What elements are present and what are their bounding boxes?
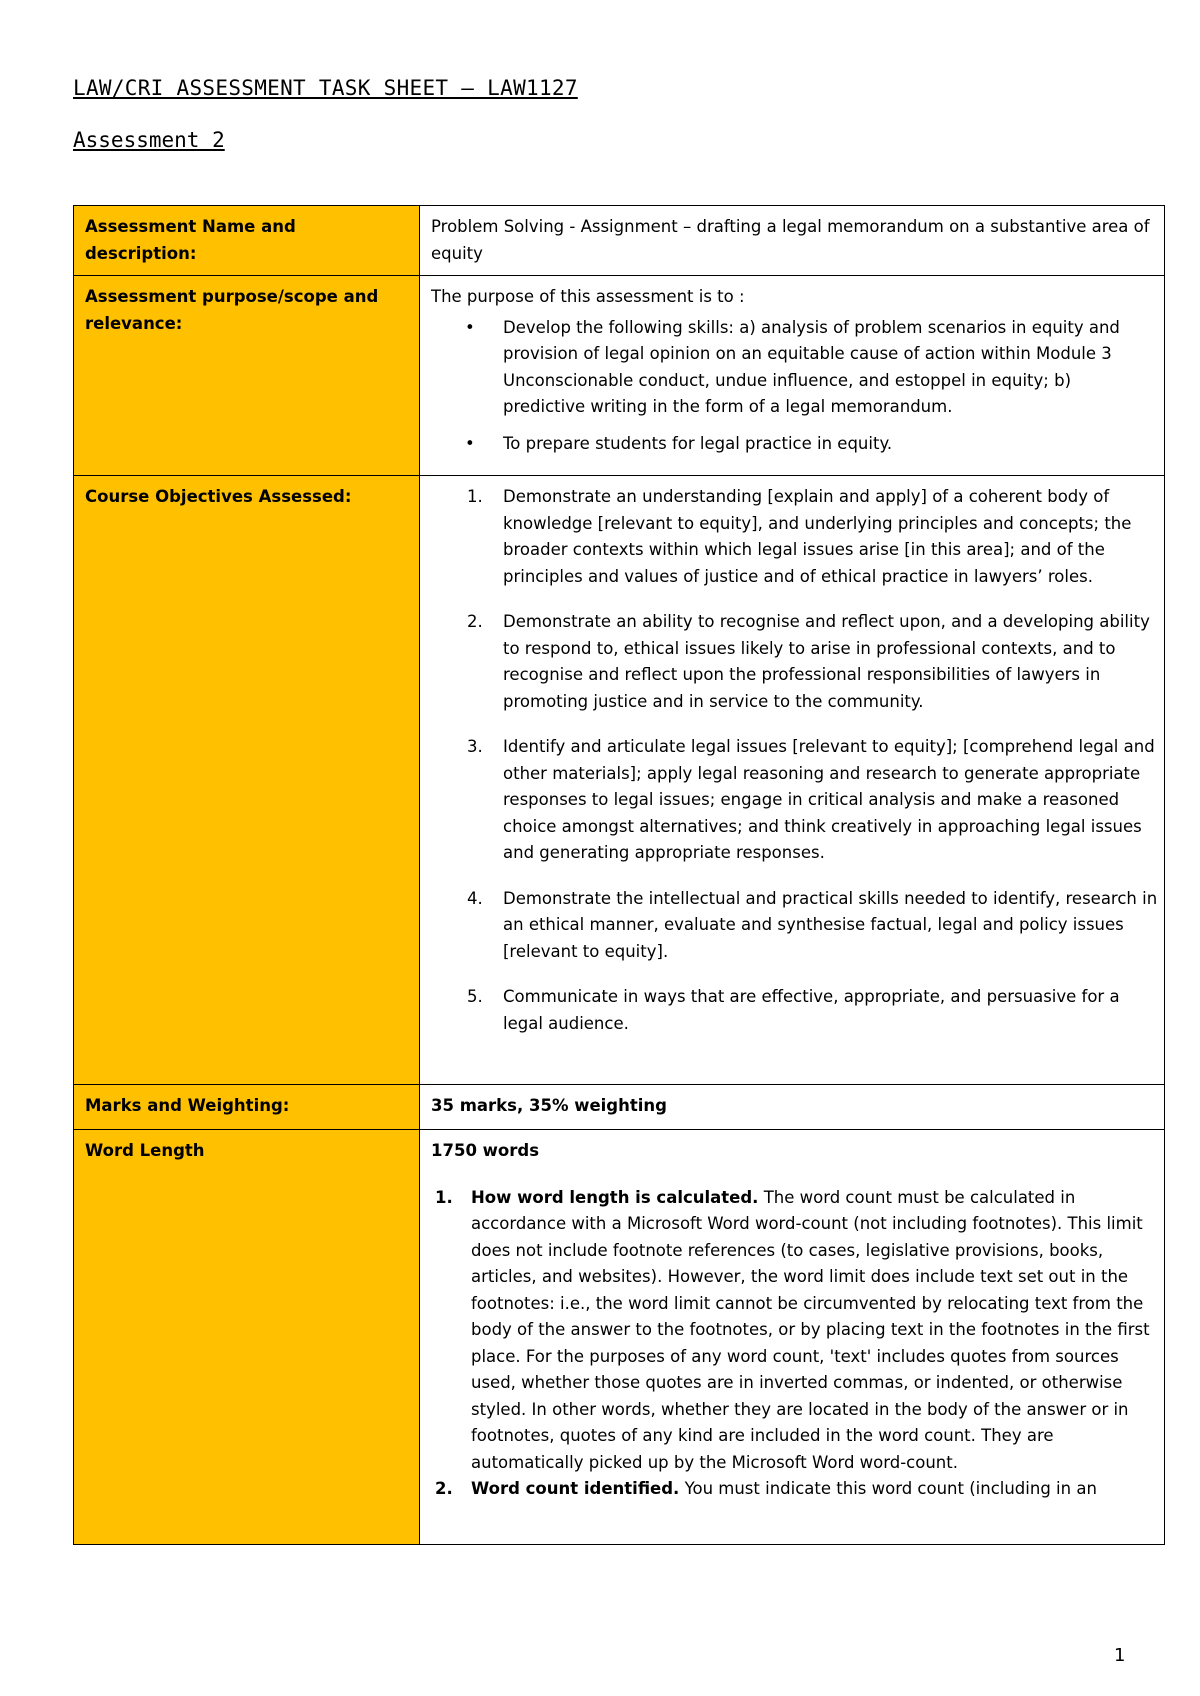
table-row <box>74 276 1165 476</box>
list-item: • Develop the following skills: a) analysis of problem scenarios in equity and provision of legal opinion on an equitable cause of action within Module 3 Unconscionable conduct, undue influence, and estoppel in equity; b) predictive writing in the form of a legal memorandum. <box>503 315 1158 421</box>
item-number: 2. <box>435 1479 453 1498</box>
item-number: 1. <box>467 487 483 506</box>
item-text: Demonstrate an understanding [explain and apply] of a coherent body of knowledge [relevant to equity], and underlying principles and concepts; the broader contexts within which legal issues arise [in this area]; and of the principles and values of justice and of ethical practice in lawyers’ roles. <box>503 487 1132 586</box>
item-number: 4. <box>467 888 483 908</box>
item-heading: How word length is calculated. <box>471 1187 759 1207</box>
item-text: Demonstrate the intellectual and practical skills needed to identify, research in an ethical manner, evaluate and synthesise factual, legal and policy issues [relevant to equity]. <box>503 888 1158 961</box>
list-item <box>467 609 1158 715</box>
row-label-marks: Marks and Weighting: <box>74 1085 420 1130</box>
item-text: Communicate in ways that are effective, appropriate, and persuasive for a legal audience. <box>503 987 1120 1033</box>
item-number: 1. <box>435 1187 453 1207</box>
row-value-assessment-name: Problem Solving - Assignment – drafting a legal memorandum on a substantive area of equity <box>420 206 1165 276</box>
item-number: 2. <box>467 612 483 631</box>
table-row <box>74 1130 1165 1545</box>
assessment-task-table <box>73 205 1165 1545</box>
objectives-list <box>431 484 1158 1037</box>
list-item <box>467 734 1158 867</box>
page-number: 1 <box>1114 1645 1126 1666</box>
row-value-marks: 35 marks, 35% weighting <box>420 1085 1165 1130</box>
row-label-purpose: Assessment purpose/scope and relevance: <box>74 276 420 476</box>
list-item <box>467 484 1158 590</box>
item-text: You must indicate this word count (including in an <box>679 1479 1097 1498</box>
item-text: Demonstrate an ability to recognise and reflect upon, and a developing ability to respond to, ethical issues likely to arise in professional contexts, and to recognise and reflect upon the professional responsibilities of lawyers in promoting justice and in service to the community. <box>503 612 1150 711</box>
purpose-intro: The purpose of this assessment is to : <box>431 287 745 306</box>
row-value-objectives <box>420 476 1165 1085</box>
table-row <box>74 476 1165 1085</box>
list-item <box>435 1185 1158 1477</box>
row-value-word-length <box>420 1130 1165 1545</box>
row-value-purpose <box>420 276 1165 476</box>
item-heading: Word count identified. <box>471 1479 680 1498</box>
list-item: • To prepare students for legal practice in equity. <box>503 431 1158 458</box>
word-length-list <box>431 1185 1158 1503</box>
page-title: LAW/CRI ASSESSMENT TASK SHEET – LAW1127 <box>73 76 578 100</box>
row-label-word-length: Word Length <box>74 1130 420 1545</box>
row-label-objectives: Course Objectives Assessed: <box>74 476 420 1085</box>
purpose-bullet-list <box>431 315 1158 458</box>
list-item <box>467 984 1158 1037</box>
item-number: 3. <box>467 737 483 756</box>
table-row <box>74 206 1165 276</box>
list-item <box>435 1476 1158 1503</box>
word-length-value: 1750 words <box>431 1141 540 1160</box>
item-text: The word count must be calculated in accordance with a Microsoft Word word-count (not including footnotes). This limit does not include footnote references (to cases, legislative provisions, books, articles, and websites). However, the word limit does include text set out in the footnotes: i.e., the word limit cannot be circumvented by relocating text from the body of the answer to the footnotes, or by placing text in the footnotes in the first place. For the purposes of any word count, 'text' includes quotes from sources used, whether those quotes are in inverted commas, or indented, or otherwise styled. In other words, whether they are located in the body of the answer or in footnotes, quotes of any kind are included in the word count. They are automatically picked up by the Microsoft Word word-count. <box>471 1187 1150 1472</box>
list-item <box>467 886 1158 966</box>
row-label-assessment-name: Assessment Name and description: <box>74 206 420 276</box>
assessment-subtitle: Assessment 2 <box>73 128 225 152</box>
item-number: 5. <box>467 987 483 1006</box>
item-text: Identify and articulate legal issues [relevant to equity]; [comprehend legal and other materials]; apply legal reasoning and research to generate appropriate responses to legal issues; engage in critical analysis and make a reasoned choice amongst alternatives; and think creatively in approaching legal issues and generating appropriate responses. <box>503 737 1155 862</box>
table-row <box>74 1085 1165 1130</box>
